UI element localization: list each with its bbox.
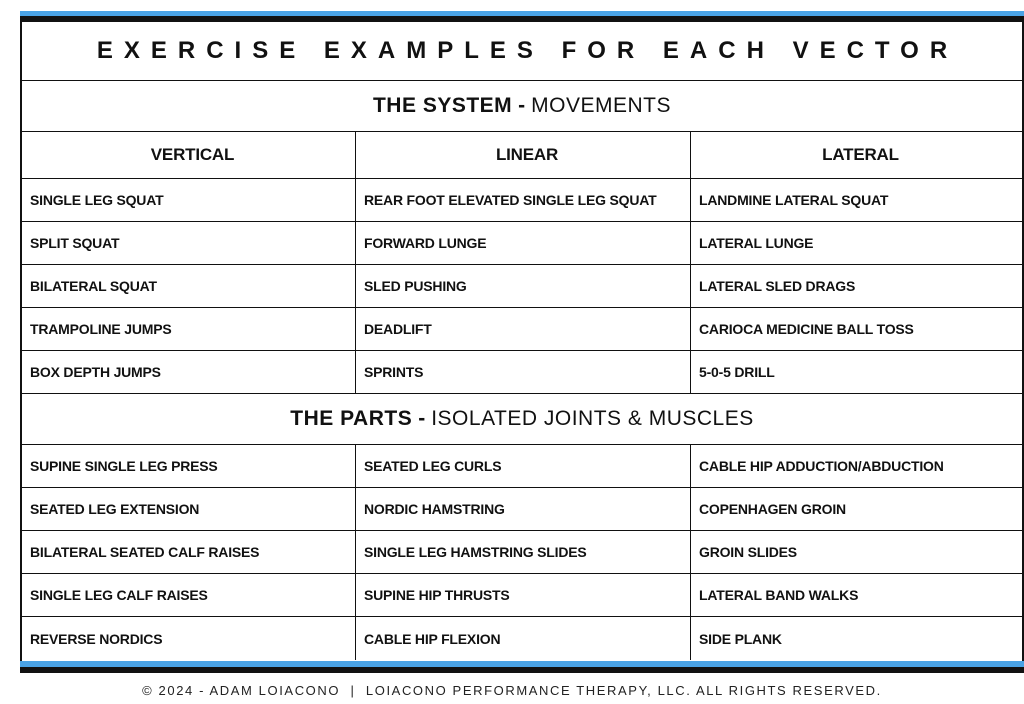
table-cell: SEATED LEG CURLS — [355, 445, 690, 487]
section-subtitle-system: MOVEMENTS — [531, 94, 672, 117]
column-header-row — [22, 132, 1022, 179]
table-row — [22, 445, 1022, 488]
table-row — [22, 179, 1022, 222]
table-cell: BOX DEPTH JUMPS — [30, 364, 161, 380]
table-cell: SPRINTS — [355, 351, 690, 393]
table-cell: CABLE HIP ADDUCTION/ABDUCTION — [690, 445, 1022, 487]
table-cell: CABLE HIP FLEXION — [355, 617, 690, 660]
table-cell: REAR FOOT ELEVATED SINGLE LEG SQUAT — [355, 179, 690, 221]
table-cell: GROIN SLIDES — [690, 531, 1022, 573]
table-cell: BILATERAL SEATED CALF RAISES — [30, 544, 260, 560]
table-cell: FORWARD LUNGE — [355, 222, 690, 264]
table-cell: DEADLIFT — [355, 308, 690, 350]
table-row — [22, 222, 1022, 265]
table-cell: CARIOCA MEDICINE BALL TOSS — [690, 308, 1022, 350]
table-cell: LATERAL SLED DRAGS — [690, 265, 1022, 307]
table-cell: SEATED LEG EXTENSION — [30, 501, 200, 517]
table-row — [22, 308, 1022, 351]
table-cell: SLED PUSHING — [355, 265, 690, 307]
table-cell: COPENHAGEN GROIN — [690, 488, 1022, 530]
table-row — [22, 351, 1022, 394]
table-cell: SINGLE LEG HAMSTRING SLIDES — [355, 531, 690, 573]
section-separator: - — [518, 94, 526, 117]
column-header-lateral: LATERAL — [690, 132, 1022, 178]
table-cell: 5-0-5 DRILL — [690, 351, 1022, 393]
table-cell: SIDE PLANK — [690, 617, 1022, 660]
section-separator: - — [418, 407, 426, 430]
table-cell: SUPINE HIP THRUSTS — [355, 574, 690, 616]
bottom-rule-bar — [20, 667, 1024, 673]
column-header-linear: LINEAR — [355, 132, 690, 178]
section-title-system: THE SYSTEM — [372, 94, 513, 117]
table-cell: LATERAL BAND WALKS — [690, 574, 1022, 616]
column-header-vertical: VERTICAL — [150, 145, 235, 164]
page-title: EXERCISE EXAMPLES FOR EACH VECTOR — [96, 37, 959, 64]
copyright-footer: © 2024 - ADAM LOIACONO | LOIACONO PERFORMANCE THERAPY, LLC. ALL RIGHTS RESERVED. — [142, 683, 882, 698]
table-row — [22, 265, 1022, 308]
exercise-table — [20, 22, 1024, 661]
table-cell: SINGLE LEG SQUAT — [30, 192, 164, 208]
table-cell: TRAMPOLINE JUMPS — [30, 321, 172, 337]
section-title-parts: THE PARTS — [290, 407, 413, 430]
table-cell: REVERSE NORDICS — [30, 630, 163, 647]
table-cell: SUPINE SINGLE LEG PRESS — [30, 458, 218, 474]
table-cell: LANDMINE LATERAL SQUAT — [690, 179, 1022, 221]
section-header-system — [22, 81, 1022, 132]
table-row — [22, 617, 1022, 660]
table-row — [22, 574, 1022, 617]
table-cell: SPLIT SQUAT — [30, 235, 120, 251]
table-cell: SINGLE LEG CALF RAISES — [30, 587, 208, 603]
table-cell: BILATERAL SQUAT — [30, 278, 157, 294]
section-subtitle-parts: ISOLATED JOINTS & MUSCLES — [431, 407, 754, 430]
table-row — [22, 488, 1022, 531]
table-row — [22, 531, 1022, 574]
table-cell: LATERAL LUNGE — [690, 222, 1022, 264]
title-row — [22, 22, 1022, 81]
section-header-parts — [22, 394, 1022, 445]
table-cell: NORDIC HAMSTRING — [355, 488, 690, 530]
